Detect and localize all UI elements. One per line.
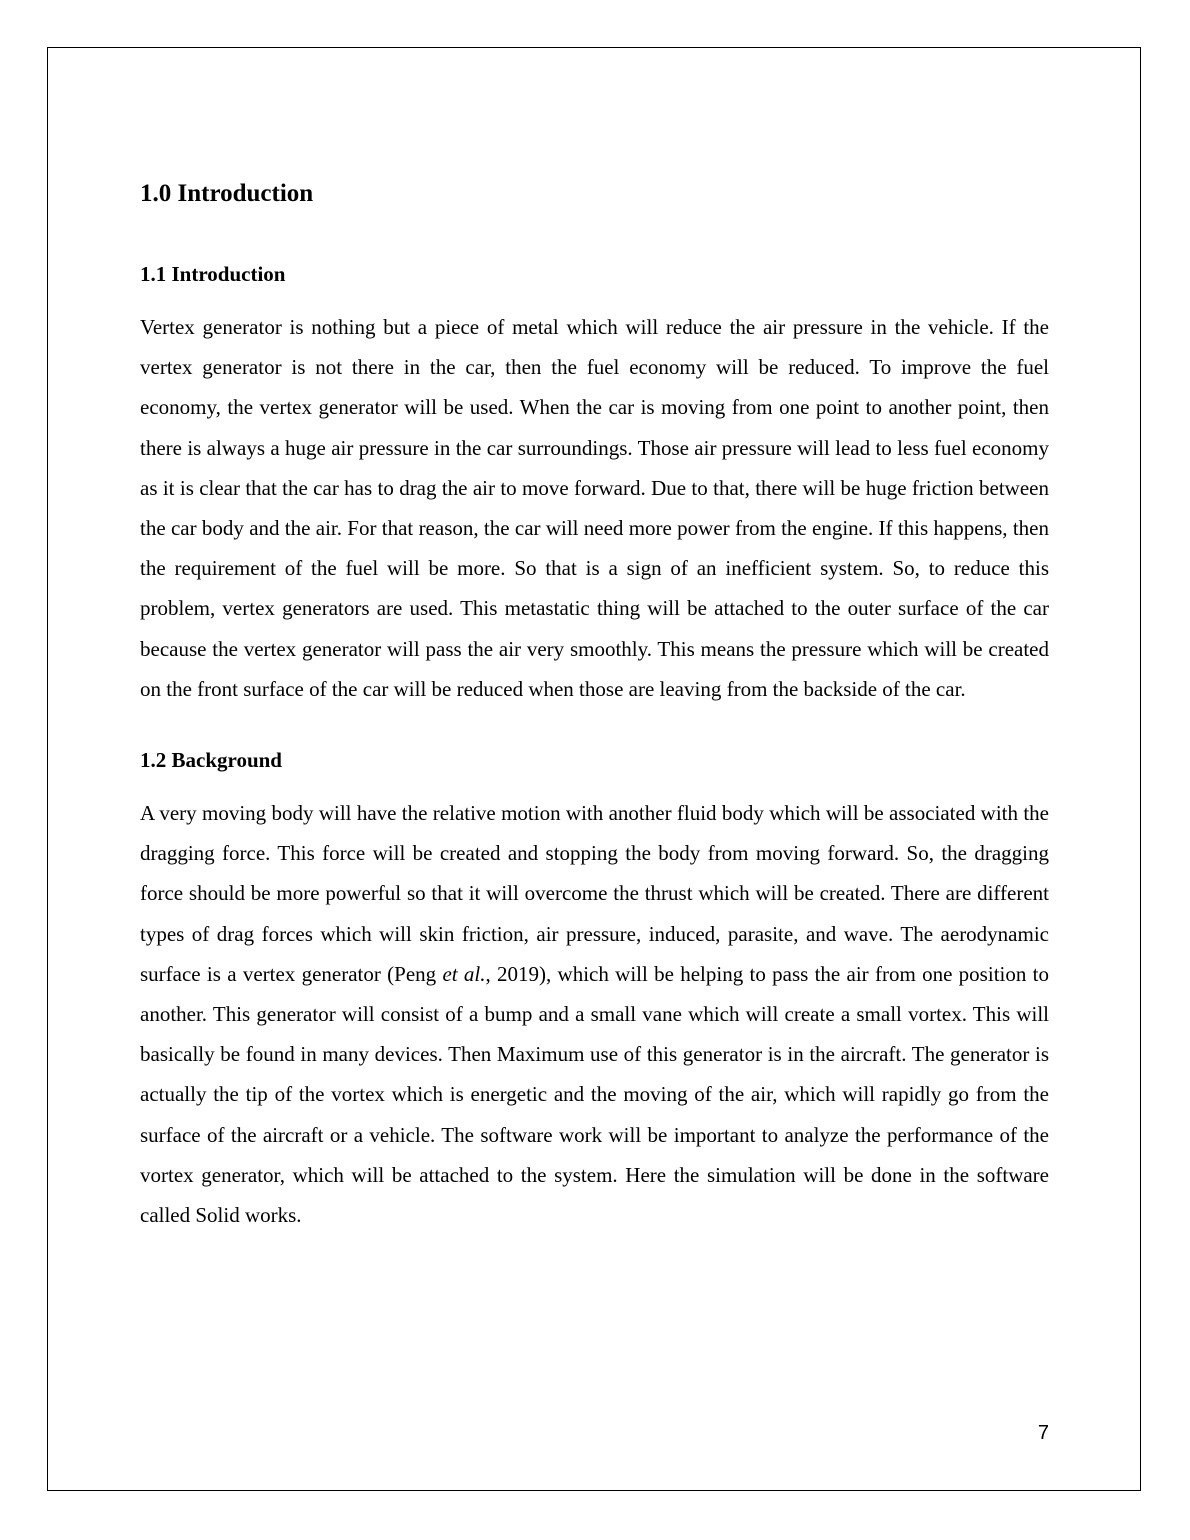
background-text-part2: , 2019), which will be helping to pass the air from one position to another. This generator will consist of a bump and a small vane which will create a small vortex. This will basically be found in many devices. Then Maximum use of this generator is in the aircraft. The generator is actually the tip of the vortex which is energetic and the moving of the air, which will rapidly go from the surface of the aircraft or a vehicle. The software work will be important to analyze the performance of the vortex generator, which will be attached to the system. Here the simulation will be done in the software called Solid works. [140,961,1049,1228]
section-title-introduction: 1.1 Introduction [140,262,286,286]
page-content [140,176,1049,1235]
background-text-part1: A very moving body will have the relative motion with another fluid body which will be associated with the dragging force. This force will be created and stopping the body from moving forward. So, the dragging force should be more powerful so that it will overcome the thrust which will be created. There are different types of drag forces which will skin friction, air pressure, induced, parasite, and wave. The aerodynamic surface is a vertex generator (Peng [140,801,1049,986]
introduction-paragraph: Vertex generator is nothing but a piece of metal which will reduce the air pressure in the vehicle. If the vertex generator is not there in the car, then the fuel economy will be reduced. To improve the fuel economy, the vertex generator will be used. When the car is moving from one point to another point, then there is always a huge air pressure in the car surroundings. Those air pressure will lead to less fuel economy as it is clear that the car has to drag the air to move forward. Due to that, there will be huge friction between the car body and the air. For that reason, the car will need more power from the engine. If this happens, then the requirement of the fuel will be more. So that is a sign of an inefficient system. So, to reduce this problem, vertex generators are used. This metastatic thing will be attached to the outer surface of the car because the vertex generator will pass the air very smoothly. This means the pressure which will be created on the front surface of the car will be reduced when those are leaving from the backside of the car. [140,315,1049,701]
background-paragraph [140,793,1049,1235]
section-title-background: 1.2 Background [140,748,282,773]
citation-et-al: et al. [442,961,486,986]
chapter-title: 1.0 Introduction [140,180,314,207]
page-number: 7 [1037,1422,1049,1444]
